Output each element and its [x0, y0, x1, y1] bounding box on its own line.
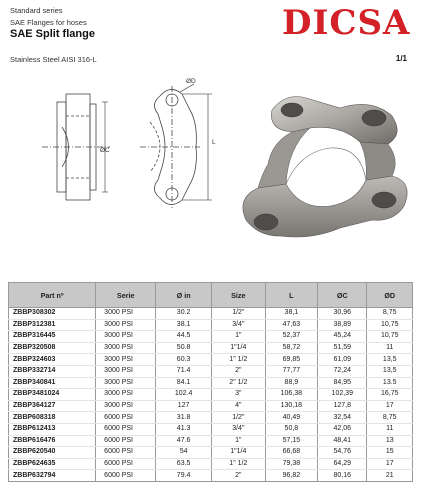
serie-cell: 6000 PSI	[96, 435, 156, 447]
diameter-d-cell: 17	[367, 400, 413, 412]
serie-cell: 6000 PSI	[96, 423, 156, 435]
diameter-d-cell: 13,5	[367, 365, 413, 377]
diameter-in-cell: 50.8	[156, 342, 212, 354]
subtitle: SAE Flanges for hoses	[10, 18, 87, 27]
diameter-in-cell: 127	[156, 400, 212, 412]
table-row	[9, 435, 413, 447]
serie-cell: 3000 PSI	[96, 331, 156, 343]
l-cell: 79,38	[265, 458, 317, 470]
table-row	[9, 377, 413, 389]
diameter-in-cell: 31.8	[156, 412, 212, 424]
part-number-cell: ZBBP364127	[9, 400, 96, 412]
size-cell: 2"	[211, 470, 265, 482]
table-row	[9, 400, 413, 412]
diameter-c-cell: 30,96	[318, 308, 367, 320]
serie-cell: 3000 PSI	[96, 319, 156, 331]
table-row	[9, 342, 413, 354]
size-cell: 1"1/4	[211, 447, 265, 459]
l-cell: 96,82	[265, 470, 317, 482]
diameter-d-cell: 11	[367, 423, 413, 435]
part-number-cell: ZBBP3481024	[9, 389, 96, 401]
l-cell: 77,77	[265, 365, 317, 377]
size-cell: 1"	[211, 331, 265, 343]
serie-cell: 6000 PSI	[96, 412, 156, 424]
diameter-d-cell: 11	[367, 342, 413, 354]
diameter-c-cell: 42,06	[318, 423, 367, 435]
size-cell: 3/4"	[211, 423, 265, 435]
part-number-cell: ZBBP320508	[9, 342, 96, 354]
label-l: L	[212, 139, 216, 146]
diameter-in-cell: 41.3	[156, 423, 212, 435]
diameter-in-cell: 54	[156, 447, 212, 459]
l-cell: 40,49	[265, 412, 317, 424]
serie-cell: 3000 PSI	[96, 308, 156, 320]
diameter-d-cell: 15	[367, 447, 413, 459]
column-header-diameter-d: ØD	[367, 283, 413, 308]
column-header-size: Size	[211, 283, 265, 308]
diameter-c-cell: 45,24	[318, 331, 367, 343]
column-header-serie: Serie	[96, 283, 156, 308]
serie-cell: 3000 PSI	[96, 377, 156, 389]
diameter-d-cell: 10,75	[367, 331, 413, 343]
l-cell: 69,85	[265, 354, 317, 366]
diameter-c-cell: 38,89	[318, 319, 367, 331]
table-row	[9, 458, 413, 470]
parts-table	[8, 282, 413, 482]
l-cell: 38,1	[265, 308, 317, 320]
material-label: Stainless Steel AISI 316-L	[10, 55, 97, 64]
l-cell: 57,15	[265, 435, 317, 447]
size-cell: 1" 1/2	[211, 458, 265, 470]
diameter-d-cell: 8,75	[367, 412, 413, 424]
column-header-diameter-c: ØC	[318, 283, 367, 308]
size-cell: 4"	[211, 400, 265, 412]
column-header-diameter-in: Ø in	[156, 283, 212, 308]
serie-cell: 3000 PSI	[96, 354, 156, 366]
part-number-cell: ZBBP612413	[9, 423, 96, 435]
l-cell: 50,8	[265, 423, 317, 435]
l-cell: 52,37	[265, 331, 317, 343]
serie-cell: 3000 PSI	[96, 389, 156, 401]
diameter-c-cell: 72,24	[318, 365, 367, 377]
part-number-cell: ZBBP632794	[9, 470, 96, 482]
part-number-cell: ZBBP316445	[9, 331, 96, 343]
diameter-in-cell: 44.5	[156, 331, 212, 343]
part-number-cell: ZBBP608318	[9, 412, 96, 424]
diameter-d-cell: 10,75	[367, 319, 413, 331]
diameter-c-cell: 61,09	[318, 354, 367, 366]
diameter-c-cell: 51,59	[318, 342, 367, 354]
part-number-cell: ZBBP332714	[9, 365, 96, 377]
table-row	[9, 423, 413, 435]
size-cell: 1"	[211, 435, 265, 447]
part-number-cell: ZBBP340841	[9, 377, 96, 389]
serie-cell: 6000 PSI	[96, 447, 156, 459]
column-header-l: L	[265, 283, 317, 308]
serie-cell: 3000 PSI	[96, 365, 156, 377]
table-row	[9, 331, 413, 343]
table-row	[9, 447, 413, 459]
part-number-cell: ZBBP308302	[9, 308, 96, 320]
diameter-in-cell: 71.4	[156, 365, 212, 377]
diameter-d-cell: 13.5	[367, 377, 413, 389]
diameter-in-cell: 84.1	[156, 377, 212, 389]
size-cell: 2"	[211, 365, 265, 377]
diameter-d-cell: 8,75	[367, 308, 413, 320]
diameter-c-cell: 32,54	[318, 412, 367, 424]
label-d: ØD	[186, 78, 196, 85]
serie-cell: 6000 PSI	[96, 458, 156, 470]
part-number-cell: ZBBP312381	[9, 319, 96, 331]
front-view-drawing	[140, 84, 212, 208]
l-cell: 106,38	[265, 389, 317, 401]
size-cell: 1/2"	[211, 308, 265, 320]
label-c: ØC	[100, 147, 110, 154]
size-cell: 1"1/4	[211, 342, 265, 354]
flange-3d-render	[243, 97, 407, 238]
serie-cell: 6000 PSI	[96, 470, 156, 482]
table-header-row	[9, 283, 413, 308]
diameter-in-cell: 38.1	[156, 319, 212, 331]
size-cell: 3"	[211, 389, 265, 401]
part-number-cell: ZBBP620540	[9, 447, 96, 459]
l-cell: 66,68	[265, 447, 317, 459]
part-number-cell: ZBBP624635	[9, 458, 96, 470]
diameter-in-cell: 102.4	[156, 389, 212, 401]
serie-cell: 3000 PSI	[96, 342, 156, 354]
diameter-c-cell: 127,8	[318, 400, 367, 412]
diameter-in-cell: 30.2	[156, 308, 212, 320]
serie-cell: 3000 PSI	[96, 400, 156, 412]
diameter-in-cell: 47.6	[156, 435, 212, 447]
diameter-in-cell: 79.4	[156, 470, 212, 482]
part-number-cell: ZBBP324603	[9, 354, 96, 366]
diameter-d-cell: 21	[367, 470, 413, 482]
part-number-cell: ZBBP616476	[9, 435, 96, 447]
l-cell: 130,18	[265, 400, 317, 412]
brand-logo: DICSA	[282, 3, 411, 43]
size-cell: 1" 1/2	[211, 354, 265, 366]
table-row	[9, 354, 413, 366]
diameter-c-cell: 80,16	[318, 470, 367, 482]
l-cell: 47,63	[265, 319, 317, 331]
size-cell: 1/2"	[211, 412, 265, 424]
diameter-in-cell: 60.3	[156, 354, 212, 366]
product-title: SAE Split flange	[10, 28, 95, 40]
diameter-d-cell: 13	[367, 435, 413, 447]
diameter-d-cell: 13,5	[367, 354, 413, 366]
diameter-c-cell: 54,76	[318, 447, 367, 459]
diameter-d-cell: 17	[367, 458, 413, 470]
table-row	[9, 319, 413, 331]
diameter-c-cell: 102,39	[318, 389, 367, 401]
size-cell: 3/4"	[211, 319, 265, 331]
table-row	[9, 365, 413, 377]
l-cell: 88,9	[265, 377, 317, 389]
column-header-part-no: Part nº	[9, 283, 96, 308]
diameter-in-cell: 63.5	[156, 458, 212, 470]
table-row	[9, 412, 413, 424]
technical-drawings	[0, 72, 421, 272]
diameter-d-cell: 16,75	[367, 389, 413, 401]
table-row	[9, 389, 413, 401]
size-cell: 2" 1/2	[211, 377, 265, 389]
series-label: Standard series	[10, 6, 63, 15]
diameter-c-cell: 84,95	[318, 377, 367, 389]
diameter-c-cell: 64,29	[318, 458, 367, 470]
l-cell: 58,72	[265, 342, 317, 354]
table-row	[9, 308, 413, 320]
diameter-c-cell: 48,41	[318, 435, 367, 447]
page-number: 1/1	[395, 54, 407, 63]
